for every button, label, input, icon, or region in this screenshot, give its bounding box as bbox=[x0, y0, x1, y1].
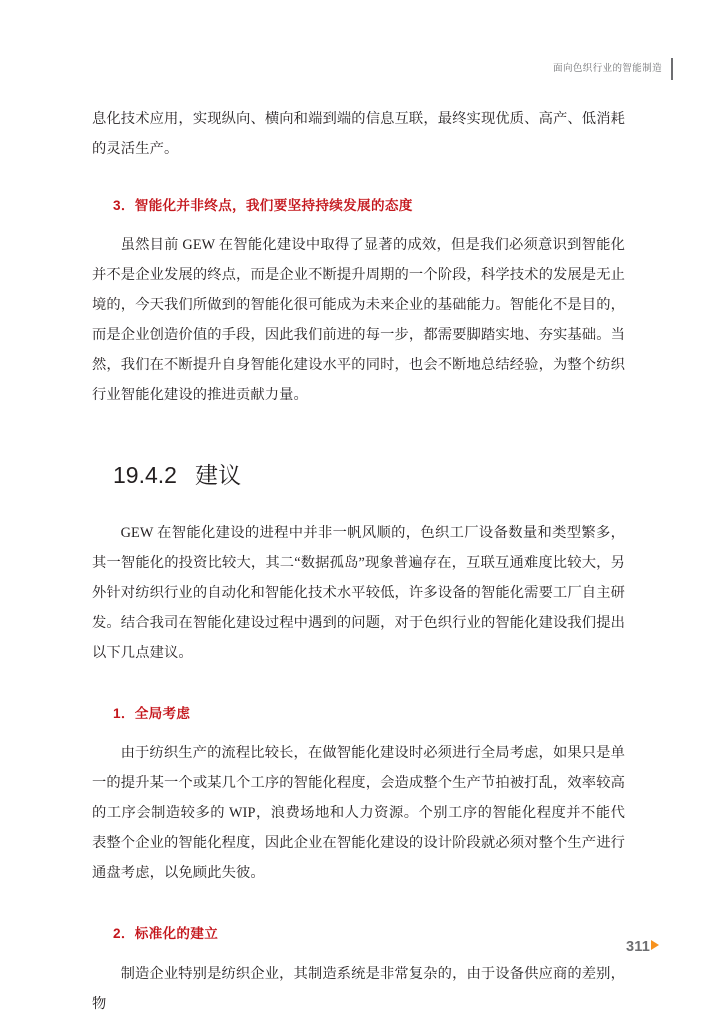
spacer bbox=[92, 410, 625, 462]
page-number: 311 bbox=[626, 939, 650, 955]
spacer bbox=[92, 668, 625, 706]
heading-item-2: 2．标准化的建立 bbox=[113, 926, 219, 942]
triangle-right-icon bbox=[651, 940, 659, 950]
heading-item-1: 1．全局考虑 bbox=[113, 705, 191, 721]
spacer bbox=[92, 888, 625, 926]
spacer bbox=[92, 722, 625, 738]
section-number: 19.4.2 bbox=[113, 462, 177, 489]
page-content bbox=[92, 104, 625, 1019]
running-head bbox=[553, 58, 673, 80]
paragraph-item-1: 由于纺织生产的流程比较长，在做智能化建设时必须进行全局考虑，如果只是单一的提升某一个或某几个工序的智能化程度，会造成整个生产节拍被打乱，效率较高的工序会制造较多的 WIP，浪费场地和人力资源。个别工序的智能化程度并不能代表整个企业的智能化程度，因此企业在智能化建设的设计阶段就必须对整个生产进行通盘考虑，以免顾此失彼。 bbox=[92, 745, 625, 882]
paragraph-section-intro: GEW 在智能化建设的进程中并非一帆风顺的，色织工厂设备数量和类型繁多，其一智能化的投资比较大，其二“数据孤岛”现象普遍存在，互联互通难度比较大，另外针对纺织行业的自动化和智能化技术水平较低，许多设备的智能化需要工厂自主研发。结合我司在智能化建设过程中遇到的问题，对于色织行业的智能化建设我们提出以下几点建议。 bbox=[92, 524, 625, 661]
paragraph-item-3: 虽然目前 GEW 在智能化建设中取得了显著的成效，但是我们必须意识到智能化并不是企业发展的终点，而是企业不断提升周期的一个阶段，科学技术的发展是无止境的，今天我们所做到的智能化很可能成为未来企业的基础能力。智能化不是目的，而是企业创造价值的手段，因此我们前进的每一步，都需要脚踏实地、夯实基础。当然，我们在不断提升自身智能化建设水平的同时，也会不断地总结经验，为整个纺织行业智能化建设的推进贡献力量。 bbox=[92, 237, 625, 404]
section-title: 建议 bbox=[194, 462, 242, 489]
section-heading bbox=[92, 462, 625, 490]
running-head-text: 面向色织行业的智能制造 bbox=[553, 63, 662, 75]
page-folio bbox=[626, 939, 659, 955]
spacer bbox=[92, 214, 625, 230]
paragraph-continuation: 息化技术应用，实现纵向、横向和端到端的信息互联，最终实现优质、高产、低消耗的灵活生产。 bbox=[92, 111, 625, 157]
spacer bbox=[92, 943, 625, 959]
spacer bbox=[92, 164, 625, 198]
spacer bbox=[92, 490, 625, 518]
heading-item-3: 3．智能化并非终点，我们要坚持持续发展的态度 bbox=[113, 198, 413, 213]
paragraph-item-2: 制造企业特别是纺织企业，其制造系统是非常复杂的，由于设备供应商的差别，物 bbox=[92, 965, 625, 1012]
running-head-rule bbox=[671, 58, 673, 80]
